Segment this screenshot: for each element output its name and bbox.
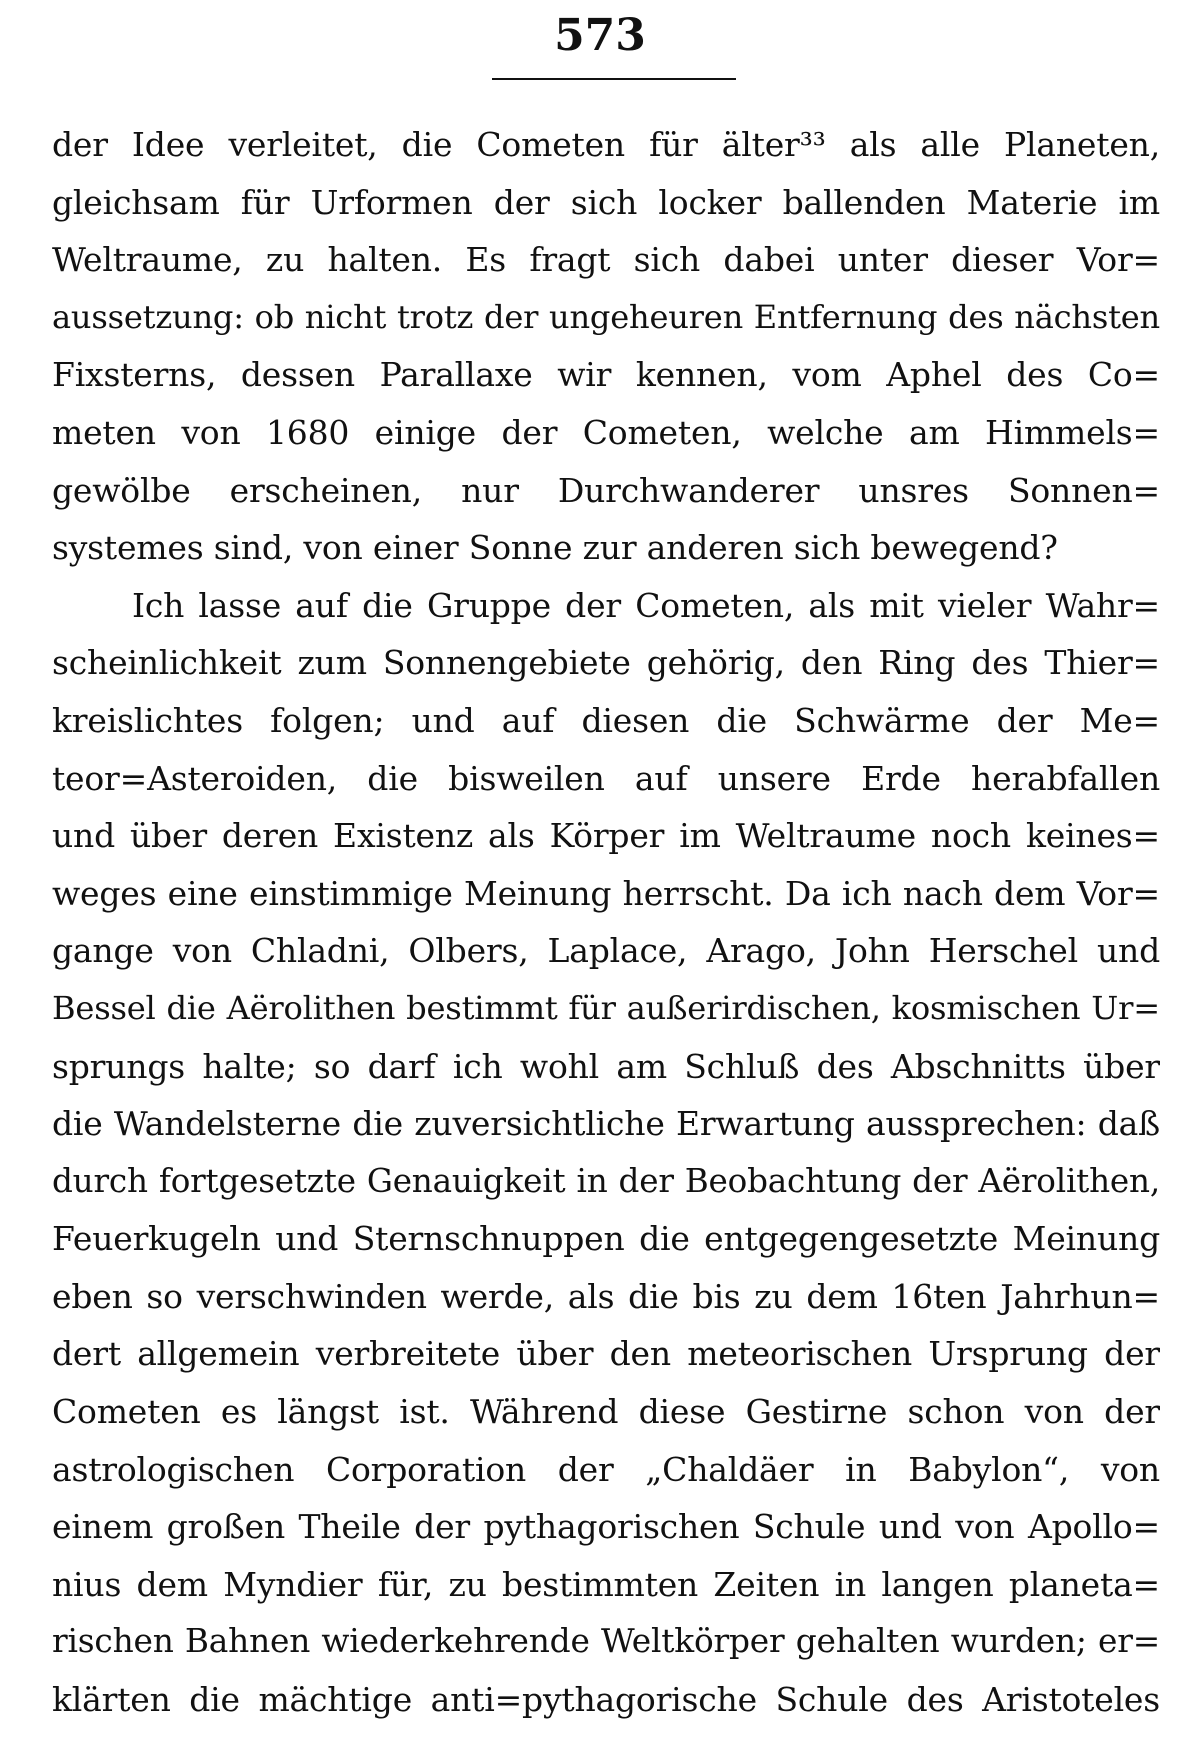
text-line: der Idee verleitet, die Cometen für älter³³ als alle Planeten,: [52, 125, 1160, 164]
text-line: meten von 1680 einige der Cometen, welche am Himmels=: [52, 412, 1160, 452]
text-line: kreislichtes folgen; und auf diesen die Schwärme der Me=: [52, 700, 1160, 740]
text-line: und über deren Existenz als Körper im Weltraume noch keines=: [52, 816, 1160, 856]
text-line: gewölbe erscheinen, nur Durchwanderer unsres Sonnen=: [52, 470, 1160, 510]
text-line: einem großen Theile der pythagorischen Schule und von Apollo=: [52, 1507, 1160, 1547]
text-line: klärten die mächtige anti=pythagorische Schule des Aristoteles: [52, 1680, 1160, 1720]
text-line: Cometen es längst ist. Während diese Gestirne schon von der: [52, 1392, 1160, 1432]
text-line: gange von Chladni, Olbers, Laplace, Arago, John Herschel und: [52, 931, 1160, 971]
text-line: astrologischen Corporation der „Chaldäer in Babylon“, von: [52, 1449, 1160, 1489]
text-line: eben so verschwinden werde, als die bis zu dem 16ten Jahrhun=: [52, 1276, 1160, 1316]
text-line: gleichsam für Urformen der sich locker ballenden Materie im: [52, 182, 1160, 222]
text-line: systemes sind, von einer Sonne zur anderen sich bewegend?: [52, 528, 1058, 568]
text-line: durch fortgesetzte Genauigkeit in der Beobachtung der Aërolithen,: [52, 1161, 1160, 1200]
text-line: Fixsterns, dessen Parallaxe wir kennen, vom Aphel des Co=: [52, 355, 1160, 395]
text-line: nius dem Myndier für, zu bestimmten Zeiten in langen planeta=: [52, 1564, 1160, 1604]
paragraph-start-line: Ich lasse auf die Gruppe der Cometen, als mit vieler Wahr=: [132, 585, 1160, 625]
text-line: rischen Bahnen wiederkehrende Weltkörper gehalten wurden; er=: [52, 1622, 1160, 1661]
body-text: [52, 116, 1160, 1729]
header-rule: [492, 78, 736, 80]
text-line: dert allgemein verbreitete über den meteorischen Ursprung der: [52, 1334, 1160, 1374]
text-line: scheinlichkeit zum Sonnengebiete gehörig, den Ring des Thier=: [52, 643, 1160, 683]
text-line: weges eine einstimmige Meinung herrscht. Da ich nach dem Vor=: [52, 873, 1160, 913]
page-number: 573: [554, 10, 646, 61]
text-line: aussetzung: ob nicht trotz der ungeheuren Entfernung des nächsten: [52, 297, 1160, 336]
text-line: die Wandelsterne die zuversichtliche Erwartung aussprechen: daß: [52, 1104, 1160, 1144]
text-line: sprungs halte; so darf ich wohl am Schluß des Abschnitts über: [52, 1046, 1160, 1086]
text-line: Weltraume, zu halten. Es fragt sich dabei unter dieser Vor=: [52, 240, 1160, 280]
text-line: teor=Asteroiden, die bisweilen auf unsere Erde herabfallen: [52, 758, 1160, 798]
text-line: Bessel die Aërolithen bestimmt für außerirdischen, kosmischen Ur=: [52, 988, 1160, 1027]
text-line: Feuerkugeln und Sternschnuppen die entgegengesetzte Meinung: [52, 1219, 1160, 1259]
